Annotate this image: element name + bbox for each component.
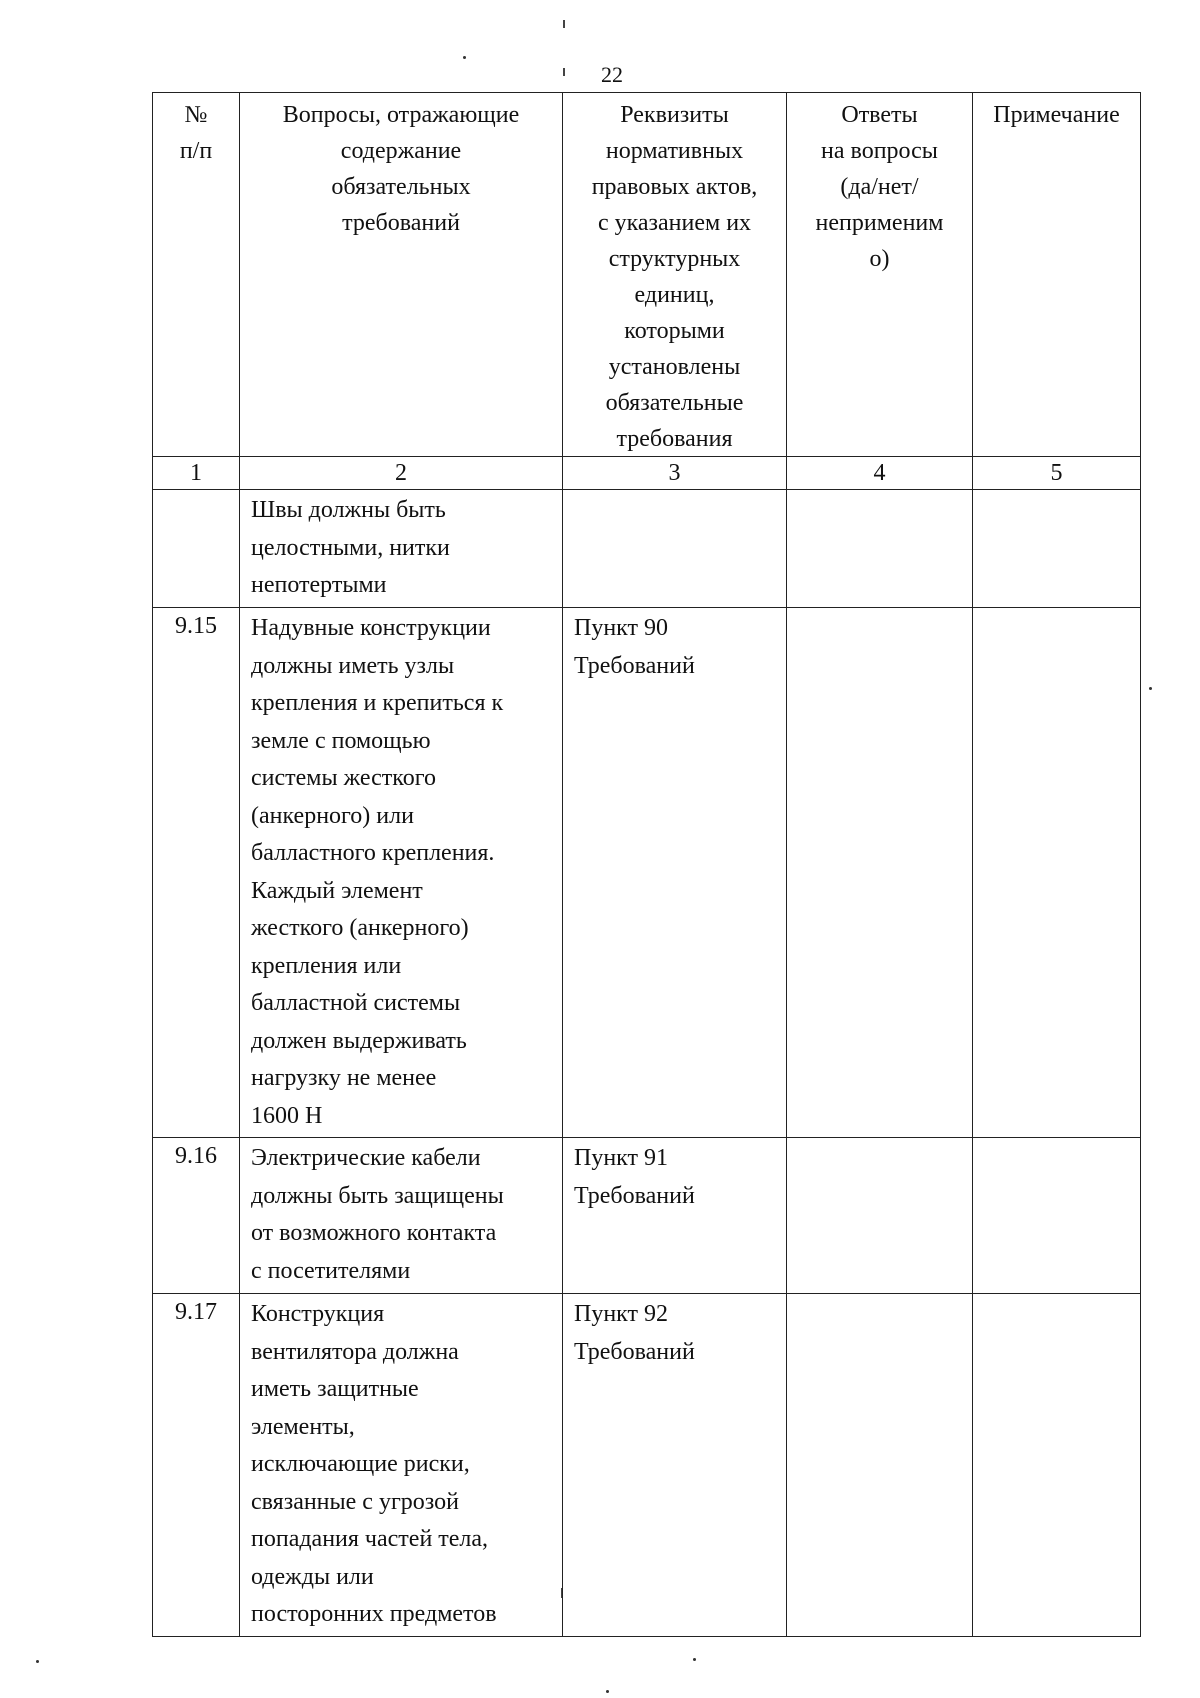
question-line: Надувные конструкции	[251, 615, 491, 641]
question-line: Каждый элемент	[251, 877, 423, 904]
question-line: посторонних предметов	[251, 1601, 497, 1627]
scan-speck	[36, 1660, 39, 1663]
answer-cell	[787, 1294, 973, 1637]
row-number: 9.17	[153, 1294, 240, 1637]
answer-cell	[787, 490, 973, 608]
header-line: на вопросы	[821, 138, 938, 164]
requirement-question	[240, 1294, 563, 1637]
header-line: с указанием их	[597, 210, 752, 236]
question-line: должен выдерживать	[251, 1027, 467, 1054]
header-cell-note	[973, 93, 1141, 457]
question-line: элементы,	[251, 1413, 355, 1440]
header-line: требования	[616, 426, 733, 452]
question-line: вентилятора должна	[251, 1338, 459, 1365]
question-line: крепления и крепиться к	[251, 690, 504, 716]
header-line: требований	[342, 210, 460, 236]
header-line: Реквизиты	[620, 102, 729, 128]
note-cell	[973, 1294, 1141, 1637]
question-line: системы жесткого	[251, 765, 436, 791]
header-row	[153, 93, 1141, 457]
question-line: Электрические кабели	[251, 1145, 481, 1171]
header-line: п/п	[179, 138, 213, 164]
header-line: Примечание	[993, 102, 1120, 128]
question-line: непотертыми	[251, 572, 387, 598]
row-number: 9.16	[153, 1138, 240, 1294]
scan-speck	[463, 56, 466, 59]
scan-speck	[693, 1658, 696, 1661]
question-line: 1600 Н	[251, 1102, 323, 1129]
header-line: структурных	[608, 246, 741, 272]
question-line: Швы должны быть	[251, 497, 446, 523]
header-line: неприменим	[815, 210, 944, 236]
question-line: должны быть защищены	[251, 1182, 504, 1209]
header-line: №	[184, 102, 208, 128]
question-line: с посетителями	[251, 1257, 411, 1284]
header-line: установлены	[608, 354, 741, 380]
table-row	[153, 1294, 1141, 1637]
answer-cell	[787, 608, 973, 1138]
question-line: балластного крепления.	[251, 840, 495, 866]
answer-cell	[787, 1138, 973, 1294]
header-line: о)	[869, 246, 890, 272]
header-line: Ответы	[841, 102, 918, 128]
checklist-table	[152, 92, 1141, 1637]
legal-reference	[563, 490, 787, 608]
scan-speck	[606, 1690, 609, 1693]
reference-line: Пункт 90	[574, 615, 669, 641]
scan-speck	[1149, 687, 1152, 690]
column-number-row	[153, 457, 1141, 490]
header-line: (да/нет/	[840, 174, 919, 200]
legal-reference	[563, 608, 787, 1138]
row-number	[153, 490, 240, 608]
header-line: содержание	[340, 138, 462, 164]
requirement-question	[240, 608, 563, 1138]
column-number: 3	[563, 457, 787, 490]
question-line: целостными, нитки	[251, 534, 450, 561]
question-line: крепления или	[251, 952, 402, 979]
scan-mark	[563, 20, 565, 28]
header-cell-number	[153, 93, 240, 457]
scan-mark	[563, 68, 565, 76]
note-cell	[973, 1138, 1141, 1294]
table-row	[153, 608, 1141, 1138]
header-line: единиц,	[634, 282, 715, 308]
reference-line: Пункт 92	[574, 1301, 669, 1327]
table-row	[153, 490, 1141, 608]
header-line: обязательные	[605, 390, 744, 416]
legal-reference	[563, 1294, 787, 1637]
reference-line: Требований	[574, 1182, 695, 1209]
question-line: от возможного контакта	[251, 1220, 497, 1246]
requirement-question	[240, 1138, 563, 1294]
column-number: 5	[973, 457, 1141, 490]
header-line: Вопросы, отражающие	[282, 102, 520, 128]
question-line: иметь защитные	[251, 1376, 419, 1402]
row-number: 9.15	[153, 608, 240, 1138]
question-line: Конструкция	[251, 1301, 385, 1327]
header-cell-answer	[787, 93, 973, 457]
note-cell	[973, 490, 1141, 608]
requirement-question	[240, 490, 563, 608]
header-line: обязательных	[331, 174, 471, 200]
legal-reference	[563, 1138, 787, 1294]
header-line: правовых актов,	[591, 174, 758, 200]
column-number: 4	[787, 457, 973, 490]
reference-line: Пункт 91	[574, 1145, 669, 1171]
header-cell-question	[240, 93, 563, 457]
question-line: должны иметь узлы	[251, 652, 455, 679]
column-number: 1	[153, 457, 240, 490]
question-line: связанные с угрозой	[251, 1488, 459, 1515]
page-number: 22	[601, 62, 623, 87]
question-line: балластной системы	[251, 990, 461, 1016]
question-line: попадания частей тела,	[251, 1526, 489, 1552]
question-line: нагрузку не менее	[251, 1065, 437, 1091]
reference-line: Требований	[574, 652, 695, 679]
note-cell	[973, 608, 1141, 1138]
question-line: (анкерного) или	[251, 802, 414, 829]
question-line: исключающие риски,	[251, 1451, 470, 1477]
question-line: жесткого (анкерного)	[251, 915, 469, 941]
question-line: одежды или	[251, 1563, 374, 1590]
header-line: которыми	[624, 318, 725, 344]
column-number: 2	[240, 457, 563, 490]
reference-line: Требований	[574, 1338, 695, 1365]
table-row	[153, 1138, 1141, 1294]
question-line: земле с помощью	[251, 727, 431, 754]
header-cell-reference	[563, 93, 787, 457]
header-line: нормативных	[605, 138, 744, 164]
